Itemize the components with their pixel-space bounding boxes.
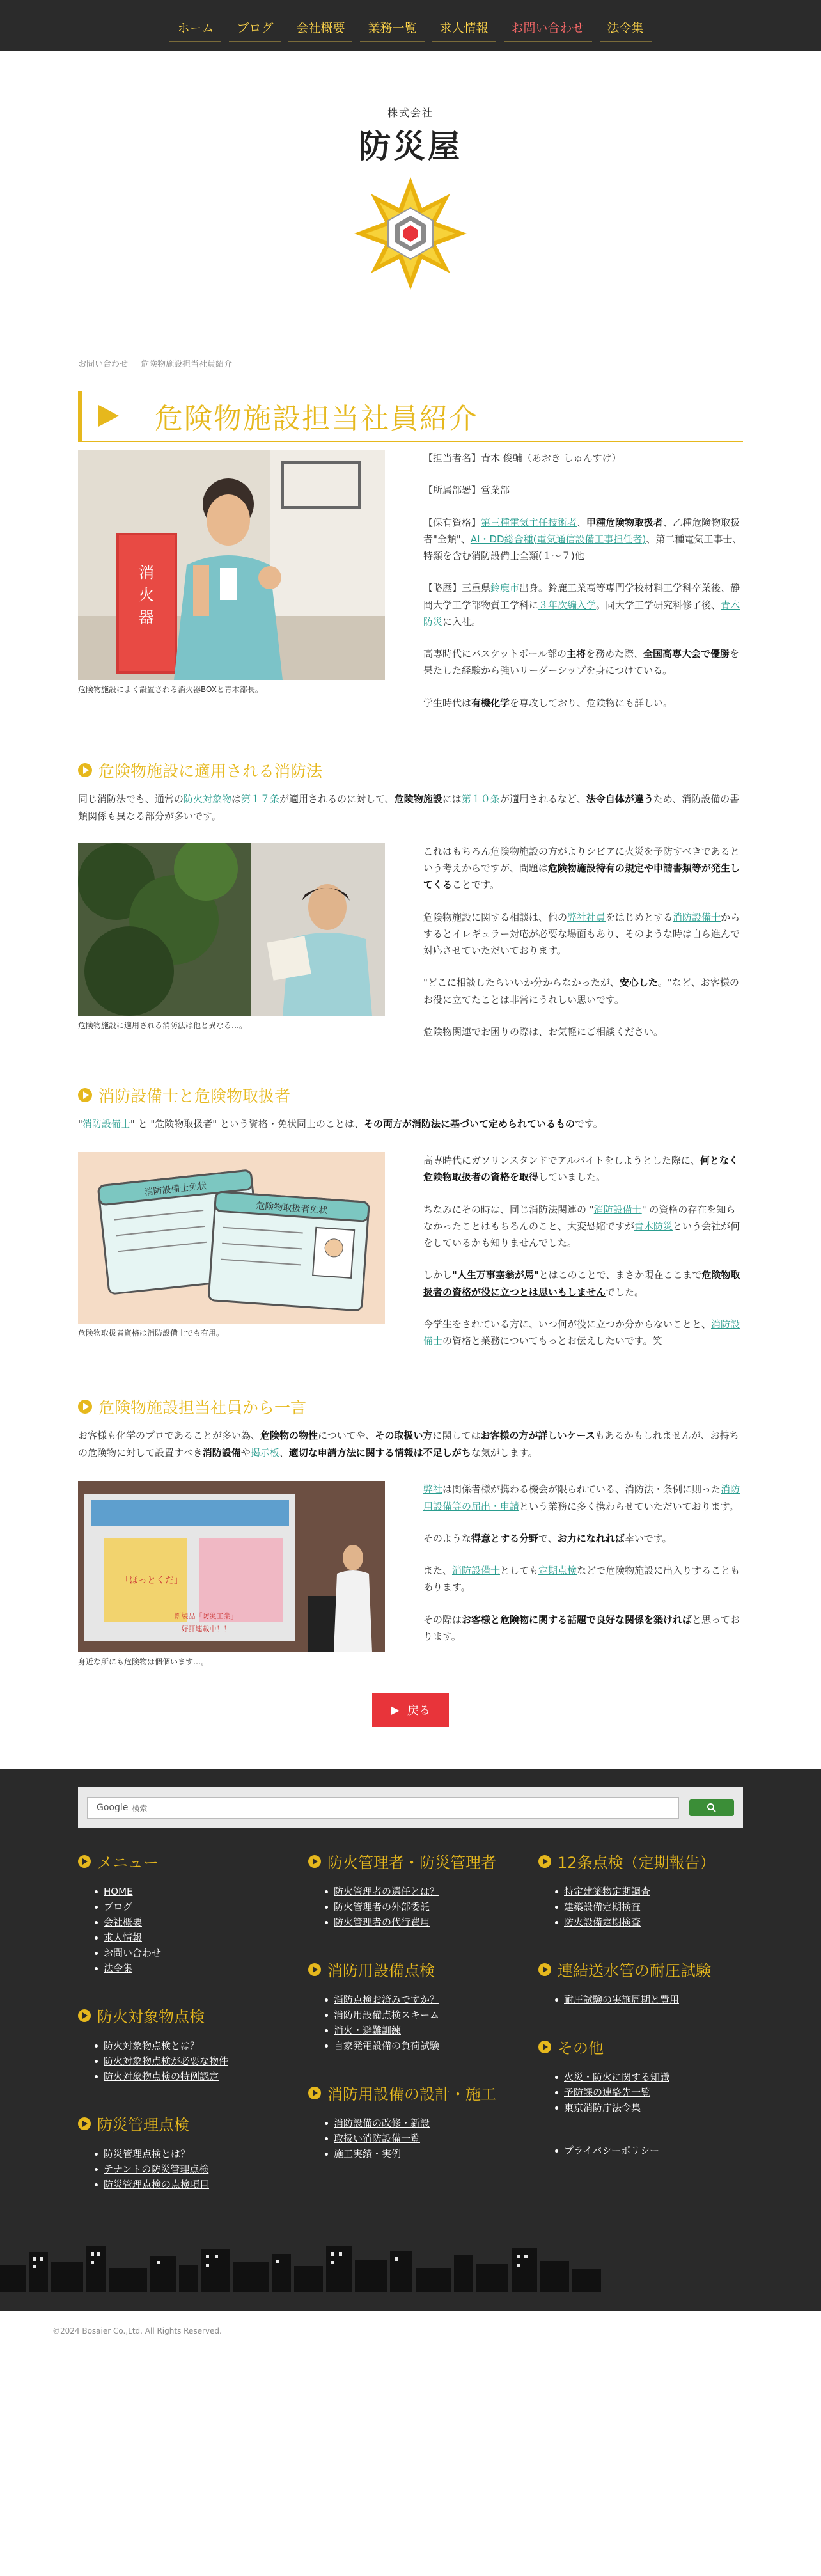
profile-caption: 危険物施設によく設置される消火器BOXと青木部長。 [78,685,263,694]
nav-company[interactable]: 会社概要 [288,19,352,42]
footer-group-heading [308,1958,513,1980]
nav-laws[interactable]: 法令集 [600,19,652,42]
section2-caption: 危険物取扱者資格は消防設備士でも有用。 [78,1329,224,1338]
link-3nen-hennyu[interactable]: ３年次編入学 [538,599,597,611]
section1-text [423,843,743,1055]
footer-group-heading [78,2004,283,2027]
section-play-icon [308,1963,321,1976]
profile-para-2: 学生時代は有機化学を専攻しており、危険物にも詳しい。 [423,697,673,709]
profile-photo-image [78,450,385,680]
footer-link[interactable]: 建築設備定期検査 [564,1899,743,1915]
footer-link-list [104,1884,283,1976]
footer-link[interactable]: テナントの防災管理点検 [104,2161,283,2177]
footer-group-heading [538,1850,743,1872]
footer-columns [78,1846,743,2220]
section1-photo-image [78,843,385,1016]
section-heading-licenses: 消防設備士と危険物取扱者 [78,1084,743,1107]
profile-name: 【担当者名】青木 俊輔（あおき しゅんすけ） [423,452,622,464]
profile-text [423,450,743,727]
link-shobo-setsubishi-5[interactable]: 消防設備士 [452,1565,501,1576]
footer-link[interactable]: 耐圧試験の実施周期と費用 [564,1992,743,2007]
footer-group-title: 消防用設備の設計・施工 [327,2085,496,2104]
footer-link[interactable]: 求人情報 [104,1930,283,1945]
link-ai-dd[interactable]: AI・DD総合種(電気通信設備工事担任者) [470,533,646,545]
section3-photo-image [78,1481,385,1652]
footer-link[interactable]: ブログ [104,1899,283,1915]
section1-lead: 同じ消防法でも、通常の防火対象物は第１７条が適用されるのに対して、危険物施設には第１０条が適用されるなど、法令自体が違うため、消防設備の書類関係も異なる部分が多いです。 [78,793,740,822]
section3-photo [78,1481,385,1667]
section1-para-1: これはもちろん危険物施設の方がよりシビアに火災を予防すべきであるという考えからですが、問題は危険物施設特有の規定や申請書類等が発生してくることです。 [423,845,740,891]
section2-photo-image [78,1152,385,1324]
play-icon: ▶ [391,1703,400,1717]
extinguisher-sign-3: 器 [139,608,154,626]
link-shobo-setsubishi-4[interactable]: 消防設備士 [423,1318,740,1347]
footer-group-heading [308,2082,513,2104]
nav-contact[interactable]: お問い合わせ [504,19,592,42]
link-shobo-setsubishi[interactable]: 消防設備士 [673,911,721,923]
section2-para-4: 今学生をされている方に、いつ何が役に立つか分からないことと、消防設備士の資格と業務についてもっとお伝えしたいです。笑 [423,1318,740,1347]
section1-para-4: 危険物関連でお困りの際は、お気軽にご相談ください。 [423,1025,664,1038]
link-keijiban[interactable]: 掲示板 [250,1447,279,1459]
license-card-1-label: 消防設備士免状 [143,1181,208,1198]
section2-para-2: ちなみにその時は、同じ消防法関連の "消防設備士" の資格の存在を知らなかったことはもちろんのこと、大変恐縮ですが青木防災という会社が何をしているかも知りませんでした。 [423,1203,740,1249]
footer-link[interactable]: 消防点検お済みですか？ [334,1992,513,2007]
section-play-icon [538,2041,551,2053]
section-play-icon [78,2009,91,2022]
profile-dept: 【所属部署】営業部 [423,484,510,496]
footer-group-title: その他 [558,2039,604,2058]
footer-link[interactable]: 自家発電設備の負荷試験 [334,2038,513,2053]
city-skyline-icon [0,2246,601,2292]
section2-photo [78,1152,385,1364]
section-play-icon [78,763,92,777]
section3-body [78,1481,743,1667]
extinguisher-sign-1: 消 [139,564,154,581]
footer-link[interactable]: 消防用設備点検スキーム [334,2007,513,2023]
footer [0,1769,821,2311]
footer-link[interactable]: 東京消防庁法令集 [564,2100,743,2115]
footer-link-list [104,2038,283,2084]
breadcrumb-current: 危険物施設担当社員紹介 [141,360,233,369]
screen-text-2: 新製品「防災工業」 [174,1612,238,1621]
footer-group-title: 防火対象物点検 [97,2008,205,2027]
section2-para-3: しかし"人生万事塞翁が馬"とはこのことで、まさか現在ここまで危険物取扱者の資格が役に立つとは思いもしませんでした。 [423,1269,740,1298]
section-play-icon [78,1088,92,1102]
search-icon [707,1803,717,1813]
footer-link[interactable]: 防火対象物点検が必要な物件 [104,2053,283,2069]
section3-lead: お客様も化学のプロであることが多い為、危険物の物性についてや、その取扱い方に関してはお客様の方が詳しいケースもあるかもしれませんが、お持ちの危険物に対して設置すべき消防設備や掲示板、適切な申請方法に関する情報は不足しがちな気がします。 [78,1430,739,1459]
footer-link[interactable]: 消火・避難訓練 [334,2023,513,2038]
footer-link[interactable]: お問い合わせ [104,1945,283,1961]
footer-group-title: 防火管理者・防災管理者 [327,1854,496,1872]
page-title-bar [78,391,743,442]
section3-para-1: 弊社は関係者様が携わる機会が限られている、消防法・条例に則った消防用設備等の届出・申請という業務に多く携わらせていただいております。 [423,1483,740,1512]
profile-quals: 【保有資格】第三種電気主任技術者、甲種危険物取扱者、乙種危険物取扱者"全類"、AI・DD総合種(電気通信設備工事担任者)、第二種電気工事士、特類を含む消防設備士全類(１～７)他 [423,516,742,562]
footer-link[interactable]: 防災管理点検の点検項目 [104,2177,283,2192]
profile-career: 【略歴】三重県鈴鹿市出身。鈴鹿工業高等専門学校材料工学科卒業後、静岡大学工学部物質工学科に３年次編入学。同大学工学研究科修了後、青木防災に入社。 [423,582,740,628]
play-triangle-icon [98,405,119,427]
footer-link[interactable]: 防火設備定期検査 [564,1915,743,1930]
link-boka-taisho[interactable]: 防火対象物 [184,793,232,805]
copyright: ©2024 Bosaier Co.,Ltd. All Rights Reserved. [52,2327,222,2336]
section2-lead: "消防設備士" と "危険物取扱者" という資格・免状同士のことは、その両方が消防法に基づいて定められているものです。 [78,1118,603,1130]
footer-link[interactable]: 火災・防火に関する知識 [564,2069,743,2085]
nav-home[interactable]: ホーム [169,19,221,42]
link-todokede[interactable]: 消防用設備等の届出・申請 [423,1483,740,1512]
section2-para-1: 高専時代にガソリンスタンドでアルバイトをしようとした際に、何となく危険物取扱者の資格を取得していました。 [423,1155,739,1183]
footer-link-list [564,1992,743,2007]
license-card-2-label: 危険物取扱者免状 [255,1201,328,1217]
link-shobo-setsubishi-3[interactable]: 消防設備士 [593,1203,642,1215]
footer-link-list [104,2146,283,2192]
section3-text [423,1481,743,1667]
copyright-bar [0,2311,821,2576]
footer-link[interactable]: 防災管理点検とは？ [104,2146,283,2161]
footer-group-heading [538,1958,743,1980]
footer-column-3 [538,1846,743,2220]
footer-group-title: 12条点検（定期報告） [558,1854,715,1872]
section3-caption: 身近な所にも危険物は個個います…。 [78,1657,209,1667]
section-play-icon [308,1855,321,1868]
section-play-icon [538,1963,551,1976]
link-suzuka[interactable]: 鈴鹿市 [490,582,520,594]
footer-link[interactable]: 防火管理者の外部委託 [334,1899,513,1915]
link-shobo-setsubishi-2[interactable]: 消防設備士 [82,1118,130,1130]
link-staff[interactable]: 弊社社員 [567,911,606,923]
footer-link[interactable]: 会社概要 [104,1915,283,1930]
logo-emblem-icon [353,176,468,291]
footer-link[interactable]: 施工実績・実例 [334,2146,513,2161]
footer-link[interactable]: HOME [104,1884,283,1899]
link-heisha[interactable]: 弊社 [423,1483,443,1496]
link-denki-shunin[interactable]: 第三種電気主任技術者 [481,516,577,528]
profile-photo [78,450,385,727]
breadcrumb [78,357,743,369]
section-heading-fire-law: 危険物施設に適用される消防法 [78,759,743,782]
profile-section [78,450,743,727]
link-teiki-tenken[interactable]: 定期点検 [538,1565,577,1576]
top-nav [0,0,821,51]
link-article-17[interactable]: 第１７条 [241,793,280,805]
search-button[interactable] [689,1799,734,1816]
link-article-10[interactable]: 第１０条 [461,793,500,805]
section-play-icon [78,1400,92,1414]
footer-link-list [564,1884,743,1930]
footer-link[interactable]: 予防課の連絡先一覧 [564,2085,743,2100]
section-heading-message: 危険物施設担当社員から一言 [78,1395,743,1418]
footer-link[interactable]: 防火対象物点検とは？ [104,2038,283,2053]
site-logo[interactable] [0,51,821,344]
footer-link[interactable]: 防火対象物点検の特例認定 [104,2069,283,2084]
section2-body [78,1152,743,1364]
footer-group-title: 連結送水管の耐圧試験 [558,1962,711,1980]
search-input[interactable] [87,1797,679,1819]
section1-body [78,843,743,1055]
back-button[interactable]: ▶ 戻る [372,1693,449,1727]
section3-para-3: また、消防設備士としても定期点検などで危険物施設に出入りすることもあります。 [423,1565,740,1593]
screen-text-3: 好評連載中！！ [181,1625,231,1634]
footer-link-list [334,1992,513,2053]
footer-link[interactable]: 防火管理者の選任とは？ [334,1884,513,1899]
footer-group-heading [78,2112,283,2135]
section-play-icon [78,1855,91,1868]
extinguisher-sign-2: 火 [139,586,154,604]
footer-group-title: 防災管理点検 [97,2116,189,2135]
footer-link-list [564,2069,743,2115]
section-play-icon [308,2087,321,2099]
footer-group-heading [308,1850,513,1872]
footer-link[interactable]: 防火管理者の代行費用 [334,1915,513,1930]
footer-column-2 [308,1846,513,2220]
logo-title: 防災屋 [359,127,462,165]
link-aoki-bosai-2[interactable]: 青木防災 [634,1220,673,1232]
logo-subtitle: 株式会社 [387,106,434,119]
footer-link-list [334,1884,513,1930]
footer-group-heading [78,1850,283,1872]
search-brand: Google [97,1803,129,1813]
footer-link[interactable]: 消防設備の改修・新設 [334,2115,513,2131]
section-play-icon [78,2117,91,2130]
footer-link-list [334,2115,513,2161]
footer-column-1 [78,1846,283,2220]
section1-para-2: 危険物施設に関する相談は、他の弊社社員をはじめとする消防設備士からするとイレギュラー対応が必要な場面もあり、そのような時は自ら進んで対応させていただいております。 [423,911,740,956]
footer-group-title: メニュー [97,1854,159,1872]
section-play-icon [538,1855,551,1868]
section3-para-4: その際はお客様と危険物に関する話題で良好な関係を築ければと思っております。 [423,1613,740,1642]
footer-group-title: 消防用設備点検 [327,1962,435,1980]
section1-para-3: "どこに相談したらいいか分からなかったが、安心した。"など、お客様のお役に立てたことは非常にうれしい思いです。 [423,977,739,1006]
section2-text [423,1152,743,1364]
nav-blog[interactable]: ブログ [229,19,281,42]
footer-group-heading [538,2035,743,2058]
footer-link[interactable]: 特定建築物定期調査 [564,1884,743,1899]
nav-services[interactable]: 業務一覧 [360,19,424,42]
search-placeholder: 検索 [132,1803,148,1813]
breadcrumb-contact[interactable]: お問い合わせ [78,360,129,369]
footer-link[interactable]: 取扱い消防設備一覧 [334,2131,513,2146]
section3-para-2: そのような得意とする分野で、お力になれれば幸いです。 [423,1532,672,1544]
section1-photo [78,843,385,1055]
section1-caption: 危険物施設に適用される消防法は他と異なる…。 [78,1020,247,1030]
privacy-policy-link[interactable]: プライバシーポリシー [564,2144,743,2157]
screen-text-1: 「ほっとくだ」 [120,1576,183,1586]
link-aoki-bosai[interactable]: 青木防災 [423,599,740,628]
footer-link[interactable]: 法令集 [104,1961,283,1976]
profile-para-1: 高専時代にバスケットボール部の主将を務めた際、全国高専大会で優勝を果たした経験から強いリーダーシップを身につけている。 [423,648,740,677]
nav-jobs[interactable]: 求人情報 [432,19,496,42]
page-title: 危険物施設担当社員紹介 [155,402,478,435]
site-search [78,1787,743,1828]
